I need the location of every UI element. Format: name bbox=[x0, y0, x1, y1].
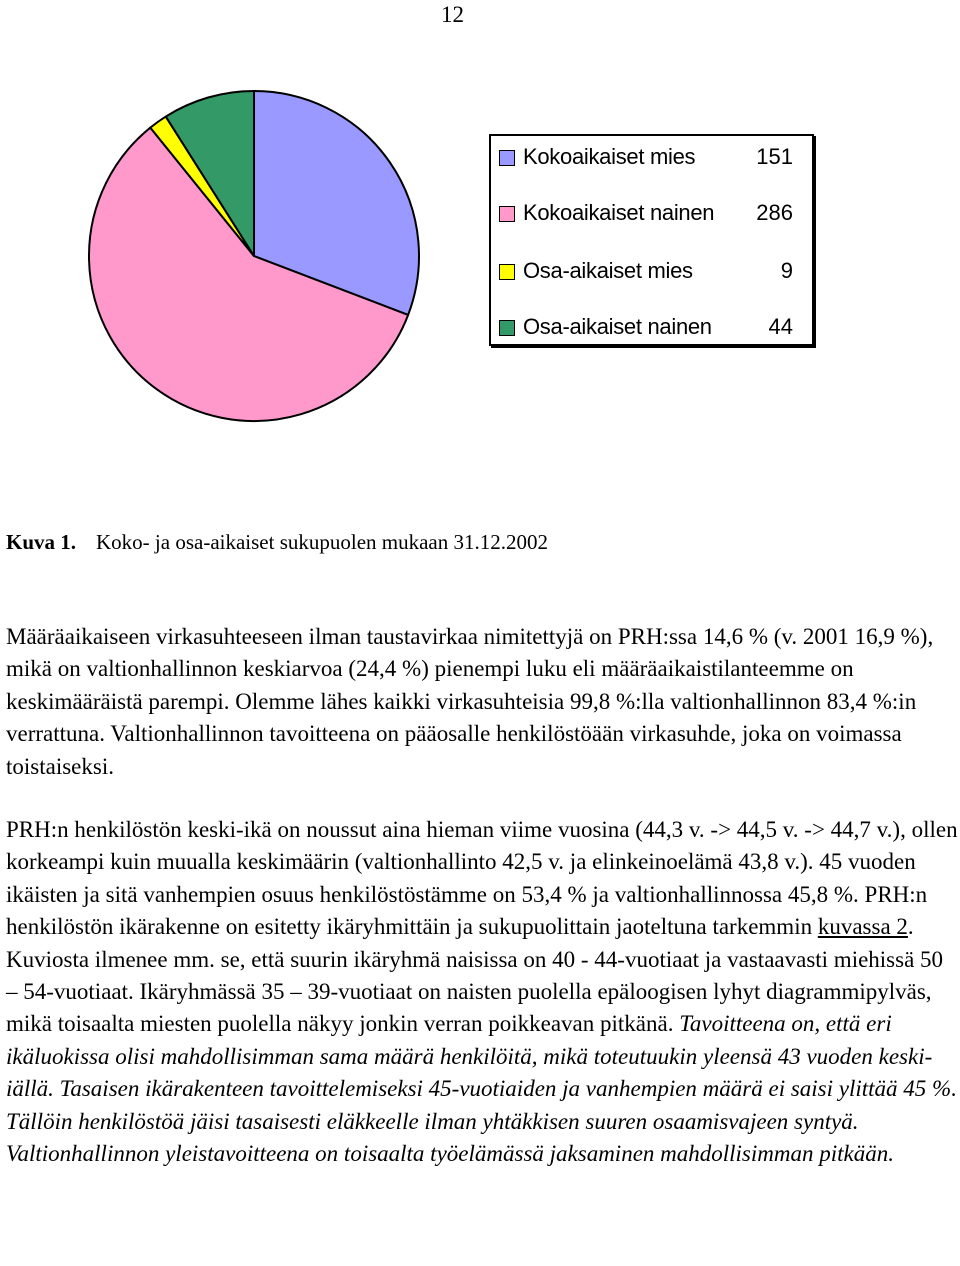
legend-item bbox=[499, 144, 799, 174]
paragraph-text: PRH:n henkilöstön keski-ikä on noussut aina hieman viime vuosina (44,3 v. -> 44,5 v. -> 44,7 v.), ollen korkeampi kuin muualla keskimäärin (valtionhallinto 42,5 v. ja elinkeinoelämä 43,8 v.). 45 vuoden ikäisten ja sitä vanhempien osuus henkilöstöstämme on 53,4 % ja valtionhallinnossa 45,8 %. PRH:n henkilöstön ikärakenne on esitetty ikäryhmittäin ja sukupuolittain jaoteltuna tarkemmin bbox=[6, 817, 958, 940]
figure-caption bbox=[6, 530, 548, 555]
legend-label: Kokoaikaiset mies bbox=[523, 144, 696, 169]
caption-text: Koko- ja osa-aikaiset sukupuolen mukaan 31.12.2002 bbox=[96, 530, 549, 554]
legend-value: 286 bbox=[756, 200, 793, 225]
legend-swatch bbox=[499, 264, 515, 280]
legend-swatch bbox=[499, 320, 515, 336]
legend-value: 9 bbox=[780, 258, 793, 283]
paragraph-italic-text: Tavoitteena on, että eri ikäluokissa olisi mahdollisimman sama määrä henkilöitä, mikä toteutuukin yleensä 43 vuoden keski-iällä. Tasaisen ikärakenteen tavoittelemiseksi 45-vuotiaiden ja vanhempien määrä ei saisi ylittää 45 %. Tällöin henkilöstöä jäisi tasaisesti eläkkeelle ilman yhtäkkisen suuren osaamisvajeen syntyä. Valtionhallinnon yleistavoitteena on toisaalta työelämässä jaksaminen mahdollisimman pitkään. bbox=[6, 1011, 957, 1167]
paragraph: Määräaikaiseen virkasuhteeseen ilman taustavirkaa nimitettyjä on PRH:ssa 14,6 % (v. 2001 16,9 %), mikä on valtionhallinnon keskiarvoa (24,4 %) pienempi luku eli määräaikaistilanteemme on keskimääräistä parempi. Olemme lähes kaikki virkasuhteisia 99,8 %:lla valtionhallinnon 83,4 %:in verrattuna. Valtionhallinnon tavoitteena on pääosalle henkilöstöään virkasuhde, joka on voimassa toistaiseksi. bbox=[6, 624, 934, 779]
chart-legend bbox=[489, 134, 814, 346]
pie-chart bbox=[0, 0, 480, 450]
legend-swatch bbox=[499, 206, 515, 222]
caption-label: Kuva 1. bbox=[6, 530, 77, 554]
legend-swatch bbox=[499, 150, 515, 166]
legend-value: 151 bbox=[756, 144, 793, 169]
paragraph-text: . Kuviosta ilmenee mm. se, että suurin ikäryhmä naisissa on 40 - 44-vuotiaat ja vastaavasti miehissä 50 – 54-vuotiaat. Ikäryhmässä 35 – 39-vuotiaat on naisten puolella epäloogisen lyhyt diagrammipylväs, mikä toisaalta miesten puolella näkyy jonkin verran poikkeavan pitkänä. bbox=[6, 914, 944, 1037]
legend-label: Kokoaikaiset nainen bbox=[523, 200, 715, 225]
legend-value: 44 bbox=[768, 314, 793, 339]
paragraph bbox=[6, 814, 958, 1170]
legend-item bbox=[499, 314, 799, 344]
figure-link[interactable]: kuvassa 2 bbox=[817, 914, 908, 940]
legend-item bbox=[499, 258, 799, 288]
legend-label: Osa-aikaiset mies bbox=[523, 258, 693, 283]
page-number: 12 bbox=[441, 2, 464, 27]
legend-label: Osa-aikaiset nainen bbox=[523, 314, 712, 339]
legend-item bbox=[499, 200, 799, 230]
